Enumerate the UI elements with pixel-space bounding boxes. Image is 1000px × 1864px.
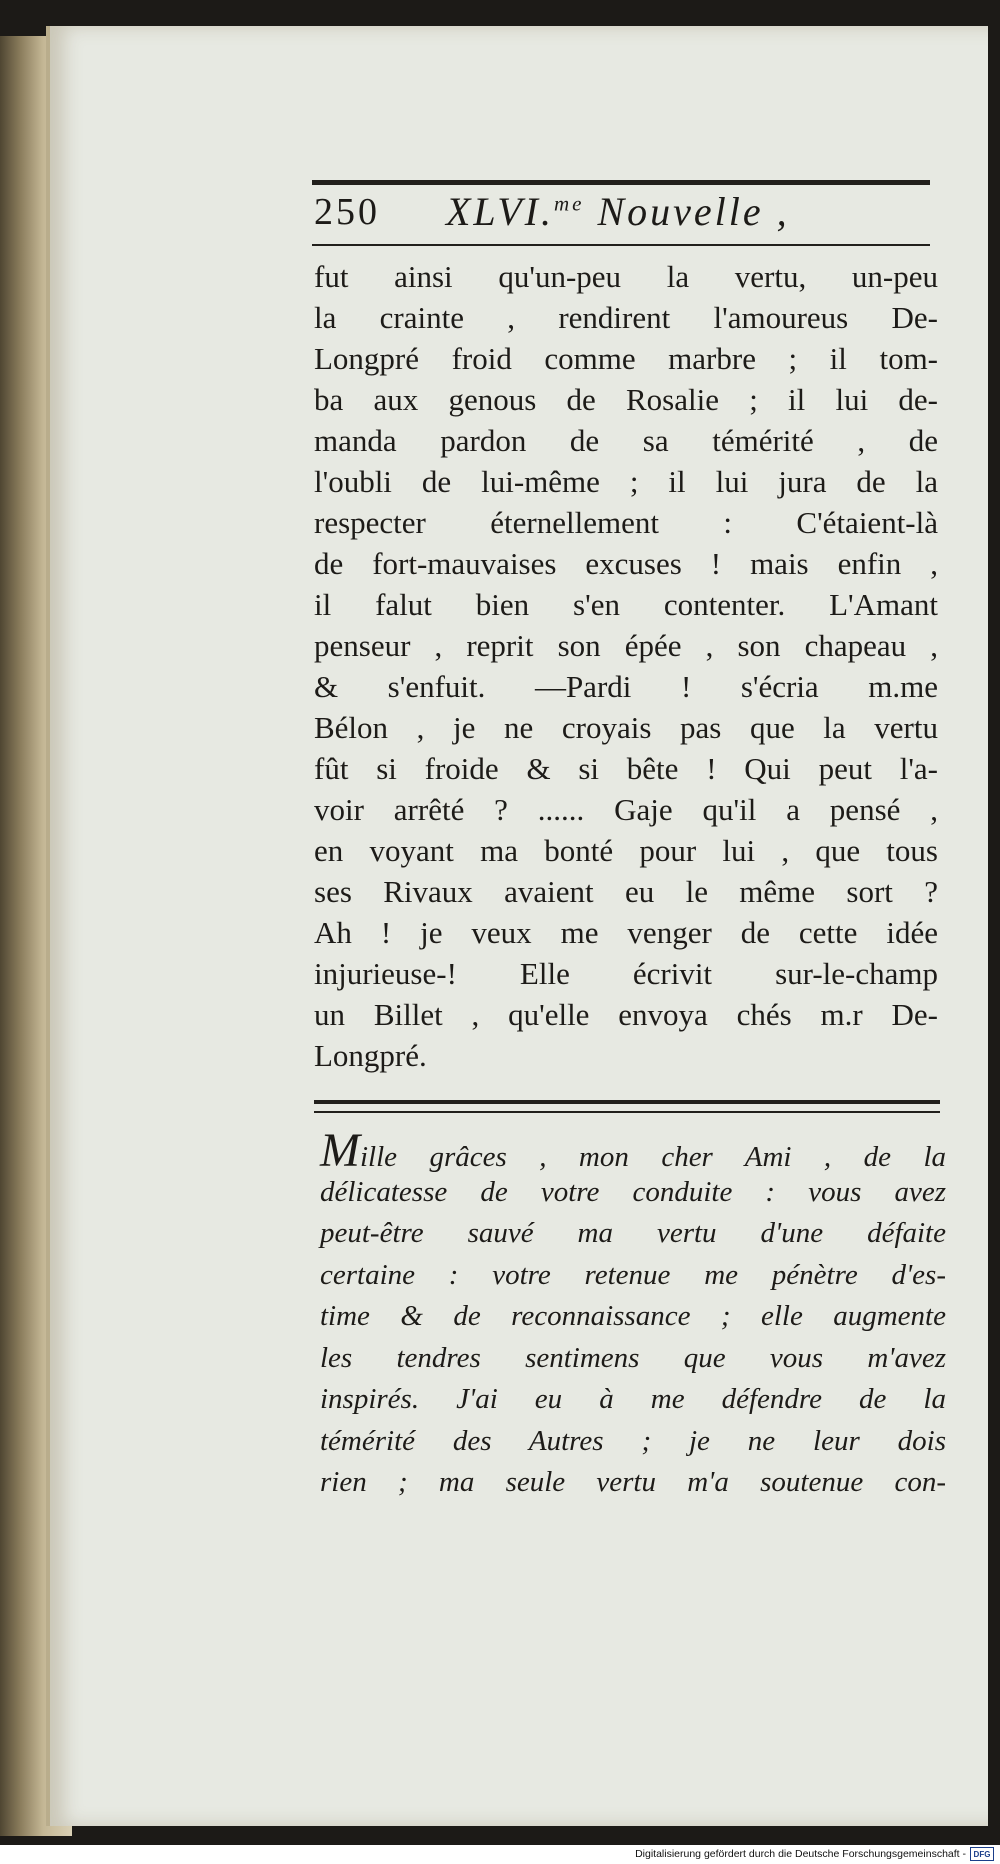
- text-line: fût si froide & si bête ! Qui peut l'a-: [314, 751, 938, 786]
- header-bottom-rule: [312, 244, 930, 246]
- text-line: fut ainsi qu'un-peu la vertu, un-peu: [314, 259, 938, 294]
- text-line: Ah ! je veux me venger de cette idée: [314, 915, 938, 950]
- running-title-rest: Nouvelle ,: [597, 189, 790, 234]
- header-top-rule: [312, 180, 930, 185]
- text-line: il falut bien s'en contenter. L'Amant: [314, 587, 938, 622]
- page-number: 250: [314, 191, 380, 233]
- letter-first-line-rest: ille grâces , mon cher Ami , de la: [359, 1141, 946, 1173]
- text-line: & s'enfuit. —Pardi ! s'écria m.me: [314, 669, 938, 704]
- letter-line: inspirés. J'ai eu à me défendre de la: [320, 1383, 946, 1415]
- letter-line: peut-être sauvé ma vertu d'une défaite: [320, 1217, 946, 1249]
- scan-right-edge: [988, 0, 1000, 1845]
- text-line: injurieuse-! Elle écrivit sur-le-champ: [314, 956, 938, 991]
- text-line: ses Rivaux avaient eu le même sort ?: [314, 874, 938, 909]
- dfg-logo-icon[interactable]: DFG: [970, 1847, 994, 1861]
- text-line: en voyant ma bonté pour lui , que tous: [314, 833, 938, 868]
- letter-text: [320, 1124, 946, 1504]
- letter-line: certaine : votre retenue me pénètre d'es-: [320, 1258, 946, 1291]
- text-line: manda pardon de sa témérité , de: [314, 423, 938, 458]
- letter-line: rien ; ma seule vertu m'a soutenue con-: [320, 1466, 946, 1498]
- letter-line: time & de reconnaissance ; elle augmente: [320, 1300, 946, 1332]
- text-line: l'oubli de lui-même ; il lui jura de la: [314, 464, 938, 499]
- running-title-main: XLVI.: [446, 189, 554, 234]
- text-line: ba aux genous de Rosalie ; il lui de-: [314, 382, 938, 417]
- running-title: [446, 188, 790, 235]
- text-line: voir arrêté ? ...... Gaje qu'il a pensé ,: [314, 792, 938, 827]
- letter-line: délicatesse de votre conduite : vous avez: [320, 1175, 946, 1208]
- text-line: Longpré froid comme marbre ; il tom-: [314, 341, 938, 376]
- text-line: penseur , reprit son épée , son chapeau ,: [314, 628, 938, 663]
- section-divider-rule: [314, 1100, 940, 1113]
- text-line: respecter éternellement : C'étaient-là: [314, 505, 938, 540]
- letter-first-line: [320, 1124, 946, 1177]
- letter-line: les tendres sentimens que vous m'avez: [320, 1341, 946, 1374]
- digitization-footer: [0, 1845, 1000, 1864]
- letter-line: témérité des Autres ; je ne leur dois: [320, 1424, 946, 1457]
- footer-credit: Digitalisierung gefördert durch die Deutsche Forschungsgemeinschaft -: [635, 1848, 966, 1860]
- text-line: Longpré.: [314, 1038, 427, 1073]
- drop-cap: M: [320, 1124, 360, 1177]
- text-line: de fort-mauvaises excuses ! mais enfin ,: [314, 546, 938, 581]
- body-text: [314, 256, 938, 1076]
- text-line: la crainte , rendirent l'amoureus De-: [314, 300, 938, 335]
- page-header: [312, 188, 930, 240]
- running-title-superscript: me: [553, 191, 585, 216]
- text-line: un Billet , qu'elle envoya chés m.r De-: [314, 997, 938, 1032]
- text-line: Bélon , je ne croyais pas que la vertu: [314, 710, 938, 745]
